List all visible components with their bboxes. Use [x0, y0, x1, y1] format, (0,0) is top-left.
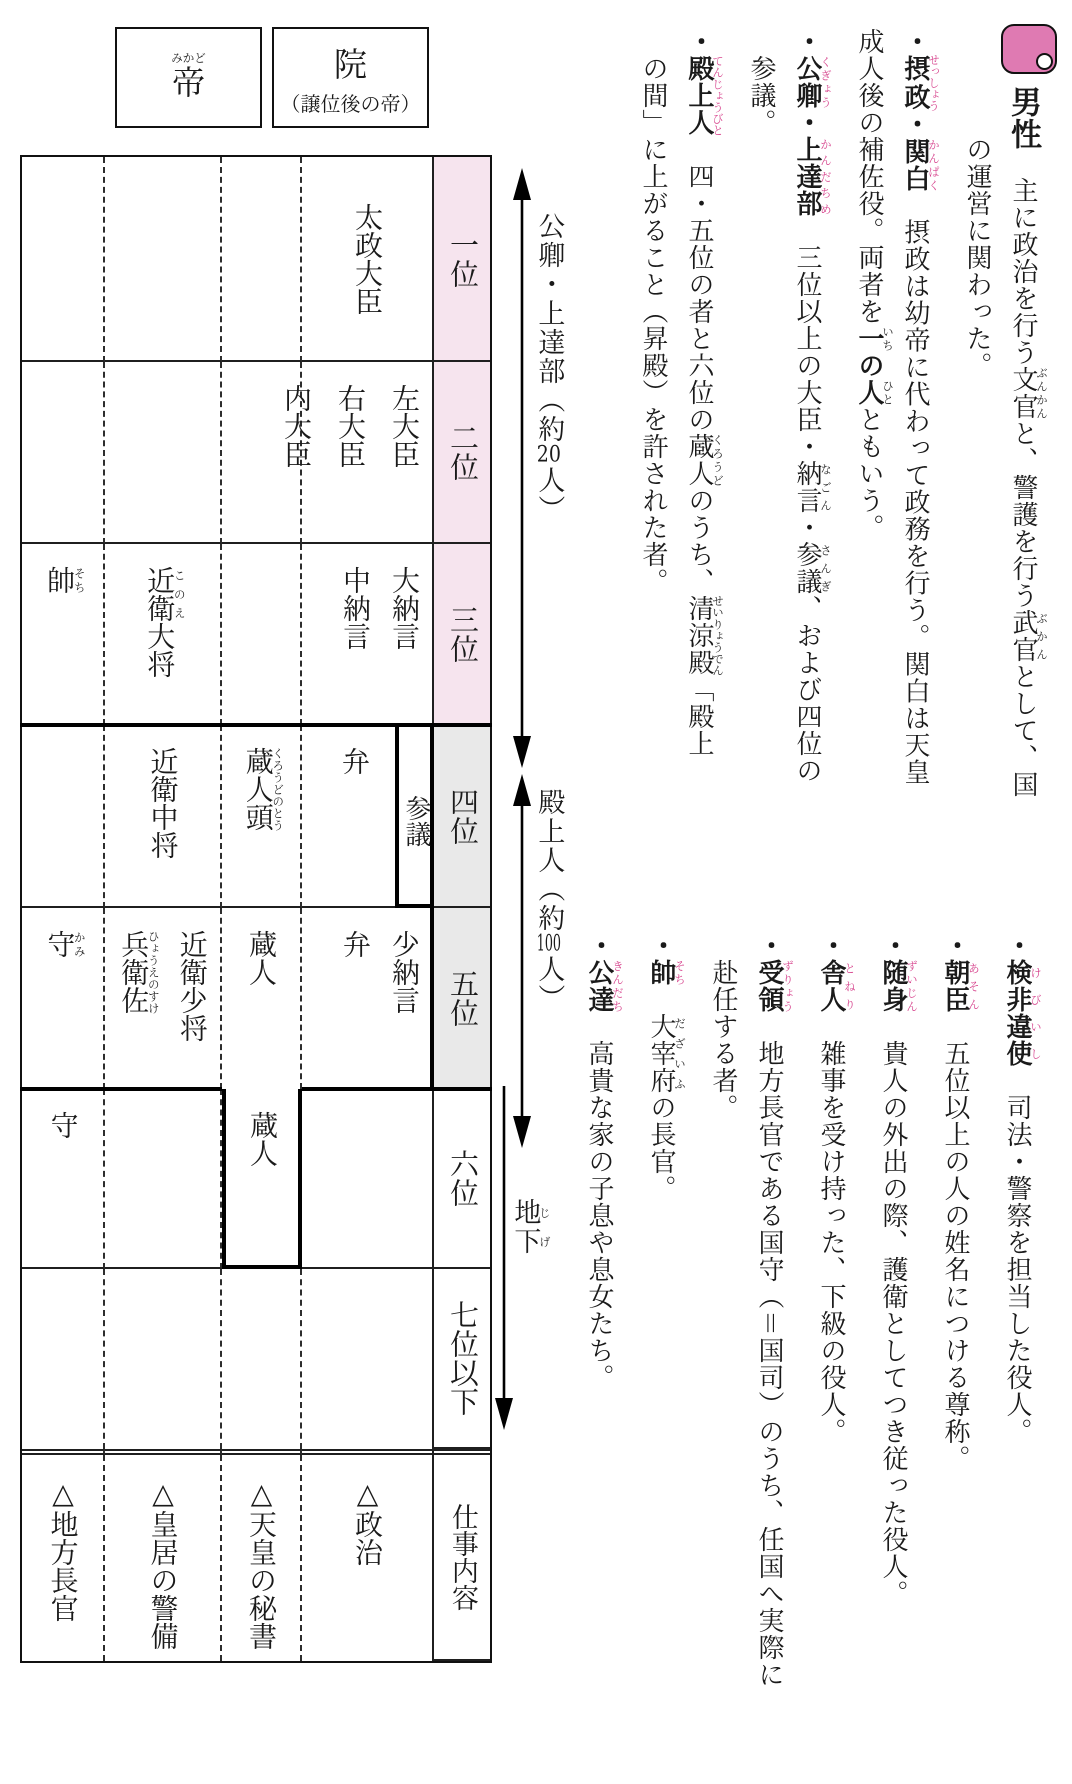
table-entry: 近衛このえ大将	[143, 566, 187, 678]
tenjobito-group-label: 殿上人（約100人）	[533, 788, 565, 1013]
kugyo-range-arrow	[513, 168, 531, 768]
table-cell	[22, 1455, 105, 1661]
table-cell	[105, 1269, 222, 1449]
glossary-entry-tenjobito: ・殿上人てんじょうびと 四・五位の者と六位の蔵人くろうどのうち、清涼殿せいりょうでん「殿上 の間」に上がること（昇殿）を許された者。	[638, 28, 725, 757]
table-cell	[302, 1269, 434, 1449]
table-entry: 大納言	[388, 566, 421, 650]
table-cell	[222, 1269, 302, 1449]
table-cell	[105, 544, 222, 725]
kurodo-highlight-box	[222, 1089, 302, 1269]
rank-table	[20, 155, 492, 1663]
table-cell	[22, 1089, 105, 1269]
rank-label: 二位	[434, 362, 490, 544]
rank-label: 三位	[434, 544, 490, 725]
table-entry: 守かみ	[43, 930, 87, 958]
table-entry: 蔵人	[246, 1111, 279, 1167]
table-cell	[280, 362, 434, 544]
table-entry: 帥そち	[43, 566, 87, 594]
glossary-entry-dansei: 男性 主に政治を行う文官ぶんかんと、警護を行う武官ぶかんとして、国 の運営に関わった。	[962, 28, 1049, 798]
table-cell	[22, 1269, 105, 1449]
table-cell	[302, 544, 434, 725]
emperor-box	[115, 27, 262, 128]
table-cell	[222, 157, 302, 362]
table-cell	[105, 1089, 222, 1269]
glossary-entry-kindachi: ・公達きんだち 高貴な家の子息や息女たち。	[584, 932, 625, 1391]
rank-label: 一位	[434, 157, 490, 362]
glossary-entry-sochi: ・帥そち 大宰府だざいふの長官。	[646, 932, 687, 1202]
retired-emperor-box	[272, 27, 429, 128]
kugyo-group-label: 公卿・上達部（約20人）	[533, 212, 565, 524]
table-cell	[22, 725, 105, 908]
retired-emperor-sublabel: （譲位後の帝）	[280, 91, 421, 116]
table-cell	[105, 725, 222, 908]
table-entry: △政治	[351, 1477, 384, 1566]
rank-label: 四位	[434, 725, 490, 908]
male-marker-icon	[1001, 24, 1057, 74]
glossary-entry-kebiishi: ・検非違使けびいし 司法・警察を担当した役人。	[1002, 932, 1043, 1445]
table-cell	[302, 157, 434, 362]
table-entry: 弁	[339, 930, 372, 958]
rank-label: 仕事内容	[434, 1455, 490, 1661]
table-entry: 右大臣	[334, 384, 367, 468]
table-cell	[22, 544, 105, 725]
table-entry: 左大臣	[388, 384, 421, 468]
table-cell	[105, 157, 222, 362]
table-cell	[302, 1089, 434, 1269]
rank-label: 七位以下	[434, 1269, 490, 1449]
table-entry: △地方長官	[46, 1477, 80, 1622]
table-entry: 近衛少将	[175, 930, 209, 1042]
table-entry: 太政大臣	[351, 203, 384, 315]
table-cell	[222, 1455, 302, 1661]
rank-label: 六位	[434, 1089, 490, 1269]
thick-border-segment	[302, 1087, 492, 1091]
table-entry: 蔵人	[245, 930, 278, 986]
table-entry: 守	[46, 1111, 80, 1139]
table-cell	[222, 725, 302, 908]
glossary-bottom	[576, 932, 1042, 1748]
table-entry: 兵衛佐ひょうえのすけ	[117, 930, 161, 1014]
table-entry: △皇居の警備	[146, 1477, 180, 1650]
glossary-entry-sessho-kanpaku: ・摂政せっしょう・関白かんぱく 摂政は幼帝に代わって政務を行う。関白は天皇 成人後の補佐役。両者を一いちの人ひとともいう。	[854, 28, 941, 786]
table-entry: 近衛中将	[146, 747, 180, 859]
retired-emperor-label: 院	[334, 44, 367, 84]
glossary-entry-toneri: ・舎人とねり 雑事を受け持った、下級の役人。	[816, 932, 857, 1445]
rank-label: 五位	[434, 908, 490, 1089]
table-cell	[105, 362, 222, 544]
glossary-entry-ason: ・朝臣あそん 五位以上の人の姓名につける尊称。	[940, 932, 981, 1472]
table-cell	[222, 908, 302, 1089]
rank-group-arrows	[495, 160, 555, 1440]
table-entry: 弁	[338, 747, 371, 775]
table-entry: △天皇の秘書	[245, 1477, 278, 1650]
glossary-entry-zuijin: ・随身ずいじん 貴人の外出の際、護衛としてつき従った役人。	[878, 932, 919, 1607]
glossary-entry-kugyo-kandachime: ・公卿くぎょう・上達部かんだちめ 三位以上の大臣・納言なごん・参議さんぎ、および四位の 参議。	[746, 28, 833, 784]
jige-range-arrow	[495, 1086, 513, 1430]
table-cell	[22, 908, 105, 1089]
glossary-entry-zuryo: ・受領ずりょう 地方長官である国守（＝国司）のうち、任国へ実際に 赴任する者。	[708, 932, 795, 1688]
jige-group-label: 地下じげ	[509, 1198, 552, 1256]
table-entry: 内大臣	[280, 384, 313, 468]
table-cell	[105, 1455, 222, 1661]
table-cell	[105, 908, 222, 1089]
table-entry: 参議	[401, 794, 431, 847]
table-entry: 少納言	[388, 930, 421, 1014]
emperor-label: 帝みかど	[171, 51, 206, 102]
table-entry: 中納言	[339, 566, 372, 650]
table-entry: 蔵人頭くろうどのとう	[241, 747, 286, 831]
table-cell	[22, 362, 105, 544]
sangi-box	[395, 723, 434, 908]
tenjobito-range-arrow	[513, 774, 531, 1148]
thick-border-segment	[20, 1087, 222, 1091]
table-cell	[22, 157, 105, 362]
table-cell	[302, 908, 434, 1089]
glossary-top	[630, 28, 1048, 940]
table-cell	[222, 544, 302, 725]
table-cell	[302, 1455, 434, 1661]
